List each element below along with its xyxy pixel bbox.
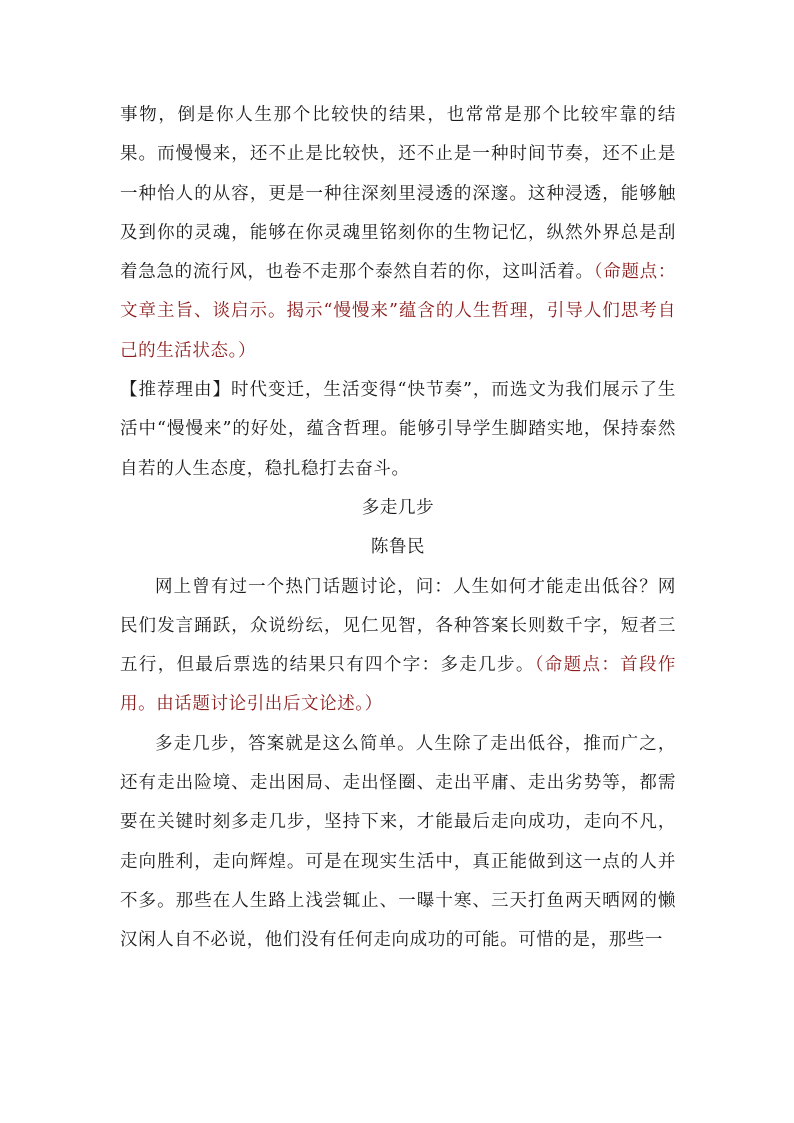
recommend-text: 时代变迁，生活变得“快节奏”，而选文为我们展示了生活中“慢慢来”的好处，蕴含哲理。能够引导学生脚踏实地，保持泰然自若的人生态度，稳扎稳打去奋斗。 — [120, 380, 676, 479]
article-author: 陈鲁民 — [370, 537, 426, 558]
recommend-reason — [120, 371, 676, 489]
paragraph-3: 多走几步，答案就是这么简单。人生除了走出低谷，推而广之，还有走出险境、走出困局、走出怪圈、走出平庸、走出劣势等，都需要在关键时刻多走几步，坚持下来，才能最后走向成功，走向不凡，走向胜利，走向辉煌。可是在现实生活中，真正能做到这一点的人并不多。那些在人生路上浅尝辄止、一曝十寒、三天打鱼两天晒网的懒汉闲人自不必说，他们没有任何走向成功的可能。可惜的是，那些一 — [120, 733, 676, 951]
paragraph-2 — [120, 568, 676, 725]
paragraph-2-text: 网上曾有过一个热门话题讨论，问：人生如何才能走出低谷？网民们发言踊跃，众说纷纭，见仁见智，各种答案长则数千字，短者三五行，但最后票选的结果只有四个字：多走几步。 — [120, 576, 676, 676]
recommend-label: 【推荐理由】 — [120, 380, 231, 401]
paragraph-1-text: 事物，倒是你人生那个比较快的结果，也常常是那个比较牢靠的结果。而慢慢来，还不止是比较快，还不止是一种时间节奏，还不止是一种怡人的从容，更是一种往深刻里浸透的深邃。这种浸透，能够触及到你的灵魂，能够在你灵魂里铭刻你的生物记忆，纵然外界总是刮着急急的流行风，也卷不走那个泰然自若的你，这叫活着。 — [120, 105, 676, 283]
document-page — [120, 96, 676, 961]
paragraph-2-note: （命题点：首段作用。由话题讨论引出后文论述。） — [120, 655, 676, 715]
article-title: 多走几步 — [361, 497, 435, 518]
paragraph-1-note: （命题点：文章主旨、谈启示。揭示“慢慢来”蕴含的人生哲理，引导人们思考自己的生活状态。） — [120, 262, 677, 361]
paragraph-1 — [120, 96, 676, 371]
